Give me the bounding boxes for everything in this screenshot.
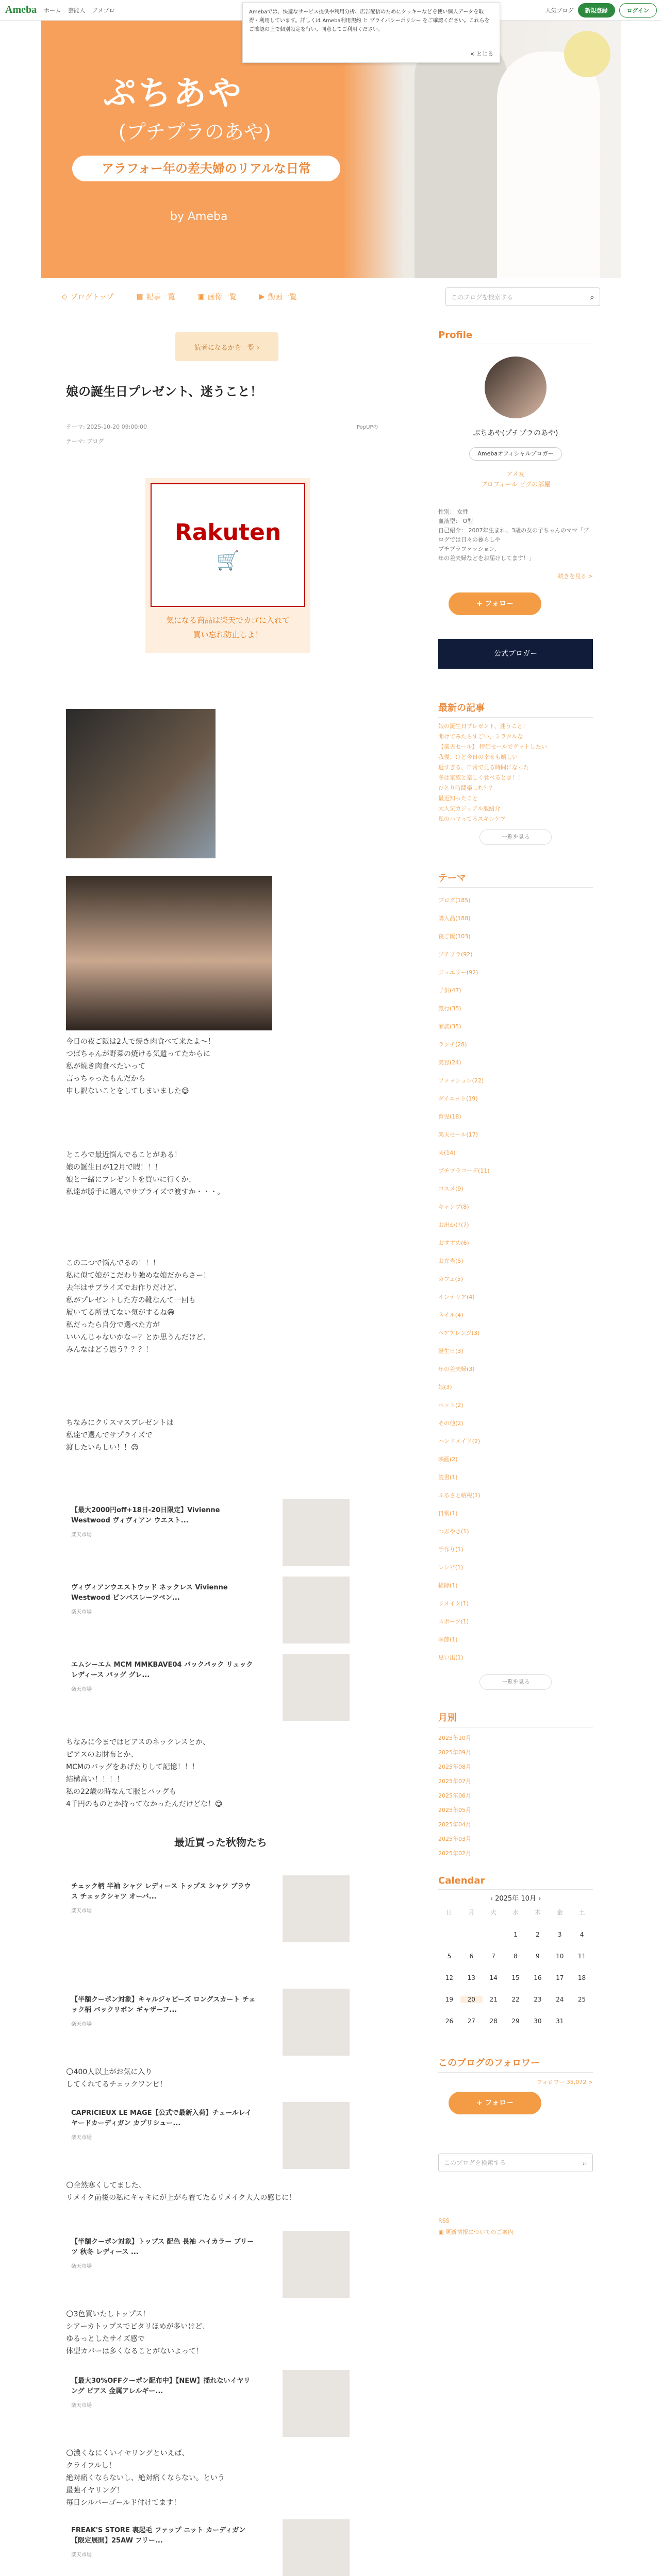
theme-item[interactable]: つぶやき(1) — [438, 1528, 469, 1535]
theme-item[interactable]: ブログ(185) — [438, 897, 471, 904]
nav-label: 記事一覧 — [146, 293, 175, 301]
calendar-day[interactable]: 20 — [460, 1996, 483, 2003]
theme-item[interactable]: レシピ(1) — [438, 1564, 464, 1571]
profile-heading: Profile — [438, 330, 593, 344]
product-item[interactable] — [66, 1577, 355, 1643]
calendar-day[interactable]: 13 — [467, 1974, 475, 1981]
recent-heading: 最新の記事 — [438, 701, 593, 718]
nav-images[interactable] — [198, 292, 237, 302]
product-shop: 楽天市場 — [71, 1532, 92, 1538]
calendar-day[interactable]: 9 — [536, 1953, 540, 1960]
theme-item[interactable]: 年の差夫婦(3) — [438, 1366, 475, 1372]
month-heading: 月別 — [438, 1710, 593, 1727]
calendar-day[interactable]: 1 — [514, 1931, 518, 1938]
product-shop: 楽天市場 — [71, 2552, 92, 2558]
product-image — [283, 2519, 350, 2576]
nav-label: ブログトップ — [70, 293, 114, 301]
calendar-day[interactable]: 19 — [445, 1996, 454, 2003]
recent-item[interactable]: 【楽天セール】 特価セールでゲットしたい — [438, 743, 547, 750]
product-shop: 楽天市場 — [71, 2135, 92, 2141]
nav-label: 動画一覧 — [268, 293, 297, 301]
product-shop: 楽天市場 — [71, 1908, 92, 1914]
login-button[interactable]: ログイン — [619, 3, 657, 18]
post-date: テーマ: 2025-10-20 09:00:00 — [66, 423, 147, 430]
rakuten-banner[interactable] — [145, 478, 310, 653]
product-image — [283, 2370, 350, 2437]
theme-item[interactable]: 美容(24) — [438, 1059, 461, 1066]
signup-button[interactable]: 新規登録 — [578, 3, 615, 18]
official-badge[interactable]: Amebaオフィシャルブロガー — [469, 447, 562, 461]
product-name: 【最大30%OFFクーポン配布中】【NEW】揺れないイヤリング ピアス 金属アレルギー... — [71, 2377, 251, 2395]
calendar-weekday: 土 — [578, 1909, 585, 1916]
calendar-grid — [438, 1908, 593, 2025]
post-text: この二つで悩んでるの！！！ 私に似て娘がこだわり強めな娘だからさー！ 去年はサプライズでお作りだけど、 私がプレゼントした方の靴なんて一回も 履いてる所見てない気がするね😅 私だったら自分で選べた方が いいんじゃないかなー？とか思うんだけど、 みんなはどう思う？？？！ — [66, 1259, 210, 1354]
theme-item[interactable]: ヘアアレンジ(3) — [438, 1330, 480, 1336]
calendar-day[interactable]: 24 — [556, 1996, 564, 2003]
bouquet-figure — [564, 31, 610, 77]
product-name: CAPRICIEUX LE MAGE【公式で最新入荷】チュールレイヤードカーディガン カプリシュー... — [71, 2109, 252, 2127]
calendar-day[interactable]: 31 — [556, 2018, 564, 2025]
theme-item[interactable]: 映画(2) — [438, 1456, 458, 1463]
search-icon[interactable]: ⌕ — [583, 2158, 587, 2167]
calendar-weekday: 日 — [446, 1909, 453, 1916]
cookie-notice — [242, 2, 500, 63]
calendar-day[interactable]: 3 — [557, 1931, 562, 1938]
product-name: チェック柄 半袖 シャツ レディース トップス シャツ ブラウス チェックシャツ オーバ... — [71, 1883, 251, 1901]
product-item[interactable] — [66, 1654, 355, 1721]
search-icon[interactable]: ⌕ — [590, 292, 594, 302]
product-shop: 楽天市場 — [71, 2403, 92, 2409]
product-item[interactable] — [66, 2519, 355, 2576]
product-shop: 楽天市場 — [71, 1687, 92, 1692]
theme-item[interactable]: ダイエット(19) — [438, 1095, 478, 1102]
theme-item[interactable]: 夜ご飯(103) — [438, 933, 471, 940]
product-image — [283, 2102, 350, 2169]
theme-item[interactable]: リメイク(1) — [438, 1600, 469, 1607]
follow-button[interactable]: + フォロー — [449, 592, 541, 615]
calendar-heading: Calendar — [438, 1875, 593, 1890]
theme-item[interactable]: 季節(1) — [438, 1636, 458, 1643]
calendar-weekday: 月 — [468, 1909, 475, 1916]
rakuten-text-line1: 気になる商品は楽天でカゴに入れて — [166, 616, 290, 625]
product-image — [283, 1654, 350, 1721]
calendar-day — [438, 1931, 460, 1938]
recent-item[interactable]: 我慢、けど今日の幸せも嬉しい — [438, 754, 518, 760]
post-title[interactable]: 娘の誕生日プレゼント、迷うこと！ — [66, 384, 262, 399]
caption-text: 🌕濃くなにくいイヤリングといえば、 クライフルし！ 絶対痛くならないし、絶対痛くならない。という 最強イヤリング！ 毎日シルバーゴールド付けてます！ — [66, 2449, 225, 2507]
follow-button-2[interactable]: + フォロー — [449, 2092, 541, 2114]
theme-item[interactable]: ふるさと納税(1) — [438, 1492, 481, 1499]
recent-item[interactable]: 近すぎる、日常で見る時間になった — [438, 764, 529, 771]
topbar-link-home[interactable]: ホーム — [44, 7, 61, 14]
theme-item[interactable]: ジュエリー(92) — [438, 969, 478, 976]
product-shop: 楽天市場 — [71, 2022, 92, 2027]
recent-more-button[interactable]: 一覧を見る — [479, 829, 552, 845]
blog-nav — [62, 282, 600, 311]
search-placeholder: このブログを検索する — [451, 293, 514, 301]
theme-item[interactable]: ペット(2) — [438, 1402, 464, 1409]
theme-item[interactable]: 育児(18) — [438, 1113, 461, 1120]
avatar[interactable] — [485, 357, 547, 418]
theme-item[interactable]: キャンプ(8) — [438, 1204, 469, 1210]
theme-item[interactable]: その他(2) — [438, 1420, 464, 1427]
section-title: 最近買った秋物たち — [174, 1836, 267, 1849]
official-blogger-banner[interactable]: 公式ブロガー — [438, 639, 593, 669]
theme-item[interactable]: 夫(14) — [438, 1149, 456, 1156]
followers-count[interactable]: フォロワー 35,072 > — [536, 2079, 593, 2086]
calendar — [438, 1875, 593, 2025]
calendar-day[interactable]: 16 — [534, 1974, 542, 1981]
post-theme[interactable]: テーマ: ブログ — [66, 438, 104, 445]
calendar-day[interactable]: 30 — [534, 2018, 542, 2025]
post-text: ところで最近悩んでることがある！ 娘の誕生日が12月で暇！！！ 娘と一緒にプレゼントを買いに行くか、 私達が勝手に選んでサプライズで渡すか・・・。 — [66, 1151, 225, 1196]
recent-item[interactable]: ひとり時間楽しむ？？ — [438, 785, 495, 791]
nav-articles[interactable] — [136, 292, 175, 302]
theme-item[interactable]: ハンドメイド(2) — [438, 1438, 481, 1445]
calendar-day[interactable]: 5 — [447, 1953, 452, 1960]
month-item[interactable]: 2025年02月 — [438, 1850, 471, 1857]
profile-name[interactable]: ぷちあや(プチプラのあや) — [473, 429, 558, 437]
theme-item[interactable]: ランチ(28) — [438, 1041, 467, 1048]
month-item[interactable]: 2025年10月 — [438, 1735, 471, 1741]
topbar-actions — [545, 3, 657, 18]
recent-list — [438, 721, 593, 824]
caption-text: 🌕400人以上がお気に入り してくれてるチェックワンピ！ — [66, 2068, 167, 2089]
month-list — [438, 1731, 593, 1861]
groom-figure — [415, 36, 507, 278]
calendar-day[interactable]: 28 — [489, 2018, 498, 2025]
ameba-logo[interactable]: Ameba — [5, 4, 37, 15]
calendar-day[interactable]: 6 — [469, 1953, 474, 1960]
theme-item[interactable]: お出かけ(7) — [438, 1222, 469, 1228]
product-name: 【最大2000円off+18日-20日限定】Vivienne Westwood ヴィヴィアン ウエスト... — [71, 1506, 220, 1524]
theme-item[interactable]: コスメ(9) — [438, 1185, 464, 1192]
theme-item[interactable]: 思い出(1) — [438, 1654, 464, 1661]
calendar-day[interactable]: 17 — [556, 1974, 564, 1981]
month-item[interactable]: 2025年04月 — [438, 1821, 471, 1828]
calendar-day[interactable]: 25 — [577, 1996, 586, 2003]
product-shop: 楽天市場 — [71, 1609, 92, 1615]
month-item[interactable]: 2025年09月 — [438, 1749, 471, 1756]
post-text: 今日の夜ご飯は2人で焼き肉食べて来たよ〜！ つばちゃんが野菜の焼ける気遣ってたからに 私が焼き肉食べたいって 言っちゃったもんだから 申し訳ないことをしてしまいました😅 — [66, 1038, 215, 1095]
post-text: ちなみにクリスマスプレゼントは 私達で選んでサプライズで 渡したいらしい！！😊 — [66, 1419, 174, 1452]
rss-links[interactable]: RSS ▣ 更新情報についてのご案内 — [438, 2217, 514, 2235]
theme-more-button[interactable]: 一覧を見る — [479, 1674, 552, 1690]
blog-title: ぷちあや — [103, 74, 243, 113]
recent-item[interactable]: 最近知ったこと — [438, 795, 478, 802]
calendar-day[interactable]: 12 — [445, 1974, 454, 1981]
calendar-day[interactable]: 18 — [577, 1974, 586, 1981]
theme-item[interactable]: 旅行(35) — [438, 1005, 461, 1012]
home-icon: ◇ — [62, 293, 68, 301]
image-icon: ▣ — [197, 293, 205, 301]
calendar-weekday: 金 — [556, 1909, 563, 1916]
theme-item[interactable]: 掃除(1) — [438, 1582, 458, 1589]
product-image — [283, 1577, 350, 1643]
calendar-day[interactable]: 2 — [536, 1931, 540, 1938]
sidebar-search-input[interactable] — [438, 2154, 593, 2172]
product-image — [283, 2231, 350, 2298]
cookie-text: Amebaでは、快適なサービス提供や利用分析、広告配信のためにクッキーなどを使い個人データを取得・利用しています。詳しくは Ameba利用規約 と プライバシーポリシー をご確認ください。これらをご確認の上で個別設定を行い、同意してご利用ください。 — [249, 9, 490, 32]
bride-figure — [497, 52, 600, 278]
rakuten-text-line2: 買い忘れ防止しよ！ — [193, 630, 263, 639]
calendar-day[interactable]: 23 — [534, 1996, 542, 2003]
calendar-day[interactable]: 7 — [491, 1953, 495, 1960]
list-icon: ▤ — [136, 293, 143, 301]
profile-links[interactable]: アメ友 プロフィール ピグの部屋 — [481, 470, 551, 488]
product-item[interactable] — [66, 2102, 355, 2169]
nav-label: 画像一覧 — [207, 293, 237, 301]
popular-blog-link[interactable]: 人気ブログ — [545, 7, 574, 14]
product-name: エムシーエム MCM MMKBAVE04 バックパック リュック レディース バッグ グレ... — [71, 1661, 253, 1679]
calendar-day — [571, 2018, 593, 2025]
calendar-month-nav[interactable]: ‹ 2025年 10月 › — [490, 1895, 541, 1903]
theme-item[interactable]: 子供(47) — [438, 987, 461, 994]
caption-text: 🌕全然寒くしてました、 リメイク前後の私にキャキにが上がら着てたるリメイク大人の感じに！ — [66, 2181, 296, 2202]
rakuten-text — [151, 613, 305, 642]
by-ameba: by Ameba — [170, 210, 228, 223]
daughter-photo[interactable] — [66, 876, 272, 1030]
rakuten-logo: Rakuten — [174, 519, 282, 546]
profile-info: 性別： 女性 血液型： O型 自己紹介： 2007年生まれ、3歳の女の子ちゃんのママ「ブログでは日々の暮らしや プチプラファッション、 年の差夫婦などをお届けしてます！」 — [438, 509, 589, 562]
post-count: PopUPの — [357, 425, 378, 430]
nav-videos[interactable] — [259, 292, 297, 302]
post-text: ちなみに今まではピアスのネックレスとか、 ピアスのお財布とか、 MCMのバッグをあげたりして記憶！！！ 結構高い！！！！ 私の22歳の時なんて服とバッグも 4千円のものとか持ってなかったんだけどな！😅 — [66, 1738, 223, 1808]
month-item[interactable]: 2025年03月 — [438, 1836, 471, 1842]
dinner-photo[interactable] — [66, 709, 216, 858]
theme-item[interactable]: おすすめ(6) — [438, 1240, 469, 1246]
month-item[interactable]: 2025年06月 — [438, 1792, 471, 1799]
recent-item[interactable]: 冬は家族と楽しく食べるとき！！ — [438, 774, 523, 781]
theme-item[interactable]: 日常(1) — [438, 1510, 458, 1517]
month-item[interactable]: 2025年07月 — [438, 1778, 471, 1785]
theme-item[interactable]: プチプラ(92) — [438, 951, 473, 958]
blog-subtitle: (プチプラのあや) — [119, 121, 271, 143]
calendar-day[interactable]: 14 — [489, 1974, 498, 1981]
topbar-link-ameblo[interactable]: アメブロ — [92, 7, 115, 14]
calendar-day[interactable]: 22 — [511, 1996, 520, 2003]
theme-item[interactable]: 手作り(1) — [438, 1546, 464, 1553]
calendar-day[interactable]: 27 — [467, 2018, 475, 2025]
calendar-day[interactable]: 29 — [511, 2018, 520, 2025]
rakuten-box — [151, 483, 305, 607]
calendar-day — [460, 1931, 483, 1938]
theme-item[interactable]: 家族(35) — [438, 1023, 461, 1030]
cart-icon: 🛒 — [216, 550, 240, 571]
theme-item[interactable]: お弁当(5) — [438, 1258, 464, 1264]
product-item[interactable] — [66, 1875, 355, 1942]
product-item[interactable] — [66, 2231, 355, 2298]
recent-item[interactable]: 娘の誕生日プレゼント、迷うこと！ — [438, 723, 528, 730]
product-item[interactable] — [66, 2370, 355, 2437]
theme-list — [438, 891, 593, 1667]
profile-more-link[interactable]: 続きを見る > — [558, 573, 593, 580]
product-name: 【半額クーポン対象】キャルジャビーズ ロングスカート チェック柄 バックリボン ギャザーフ... — [71, 1996, 256, 2014]
followers-heading: このブログのフォロワー — [438, 2056, 593, 2073]
theme-heading: テーマ — [438, 871, 593, 888]
product-name: FREAK'S STORE 裏起毛 ファップ ニット カーディガン【限定展開】25AW フリー... — [71, 2527, 246, 2545]
theme-item[interactable]: カフェ(5) — [438, 1276, 464, 1282]
theme-item[interactable]: 誕生日(3) — [438, 1348, 464, 1354]
theme-item[interactable]: 読書(1) — [438, 1474, 458, 1481]
calendar-day[interactable]: 10 — [556, 1953, 564, 1960]
product-name: 【半額クーポン対象】トップス 配色 長袖 ハイカラー ブリーツ 秋冬 レディース ... — [71, 2238, 254, 2256]
month-item[interactable]: 2025年08月 — [438, 1764, 471, 1770]
theme-item[interactable]: 楽天セール(17) — [438, 1131, 478, 1138]
theme-item[interactable]: インテリア(4) — [438, 1294, 475, 1300]
product-item[interactable] — [66, 1989, 355, 2056]
theme-item[interactable]: プチプラコーデ(11) — [438, 1167, 490, 1174]
calendar-weekday: 水 — [512, 1909, 519, 1916]
month-item[interactable]: 2025年05月 — [438, 1807, 471, 1814]
product-shop: 楽天市場 — [71, 2264, 92, 2269]
reader-banner[interactable]: 読者になるかを一覧 › — [175, 332, 278, 361]
topbar-link-celebrity[interactable]: 芸能人 — [68, 7, 86, 14]
product-image — [283, 1499, 350, 1566]
product-name: ヴィヴィアンウエストウッド ネックレス Vivienne Westwood ビンバスレーツペン... — [71, 1584, 228, 1602]
calendar-weekday: 火 — [490, 1909, 497, 1916]
video-icon: ▶ — [259, 293, 265, 301]
theme-item[interactable]: ネイル(4) — [438, 1312, 464, 1318]
blog-tagline: アラフォー年の差夫婦のリアルな日常 — [72, 156, 340, 181]
calendar-day[interactable]: 11 — [577, 1953, 586, 1960]
calendar-day[interactable]: 8 — [514, 1953, 518, 1960]
calendar-day[interactable]: 4 — [580, 1931, 584, 1938]
recent-item[interactable]: 開けてみたらすごい、ミラクルな — [438, 733, 523, 740]
product-item[interactable] — [66, 1499, 355, 1566]
cookie-close-button[interactable]: × とじる — [470, 50, 493, 57]
theme-item[interactable]: ファッション(22) — [438, 1077, 484, 1084]
nav-blog-top[interactable] — [62, 292, 113, 302]
calendar-weekday: 木 — [534, 1909, 541, 1916]
recent-item[interactable]: 私のハマってるスキンケア — [438, 816, 506, 822]
theme-item[interactable]: 購入品(188) — [438, 915, 471, 922]
product-image — [283, 1989, 350, 2056]
calendar-day — [483, 1931, 505, 1938]
calendar-day[interactable]: 21 — [489, 1996, 498, 2003]
product-image — [283, 1875, 350, 1942]
blog-search-input[interactable] — [445, 287, 600, 306]
calendar-day[interactable]: 26 — [445, 2018, 454, 2025]
recent-item[interactable]: 大人気カジュアル服紹介 — [438, 805, 501, 812]
calendar-day[interactable]: 15 — [511, 1974, 520, 1981]
followers-section — [438, 2056, 593, 2086]
sidebar-search-placeholder: このブログを検索する — [444, 2159, 506, 2166]
theme-item[interactable]: スポーツ(1) — [438, 1618, 469, 1625]
theme-item[interactable]: 娘(3) — [438, 1384, 452, 1391]
caption-text: 🌕3色買いたしトップス！ シアーカトップスでビタリほめが多いけど、 ゆるっとしたサイズ感で 体型カバーは多くなることがないよって！ — [66, 2310, 210, 2355]
